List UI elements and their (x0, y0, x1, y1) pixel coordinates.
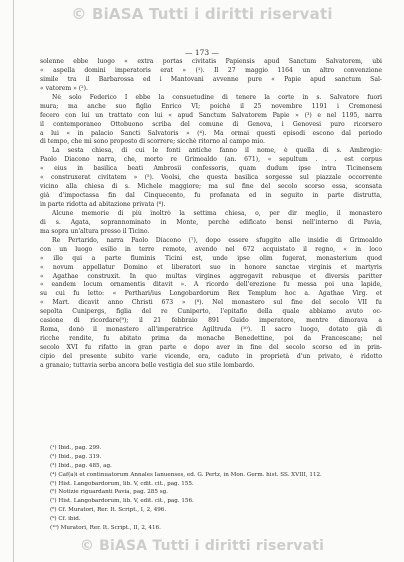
text-line: simile tra il Barbarossa ed i Mantovani avvenne pure « Papie apud sanctum Sal- (40, 75, 382, 83)
text-line: Alcune memorie di più inoltrò la settima chiesa, o, per dir meglio, il monastero (52, 209, 382, 217)
text-line: solenne ebbe luogo « extra portas civitatis Papiensis apud Sanctum Salvatorem, ubi (40, 58, 382, 65)
footnote: (⁶) Notizie riguardanti Pavia, pag. 285 sg. (50, 489, 168, 496)
text-line: La sesta chiesa, di cui le fonti antiche fanno il nome, è quella di s. Ambrogio: (52, 147, 382, 155)
text-line: mura; ma anche suo figlio Enrico VI; poichè il 25 novembre 1191 i Cremonesi (40, 102, 382, 110)
text-line: ricche rendite, fu abitato prima da monache Benedettine, poi da Francescane; nel (40, 335, 382, 343)
text-line: a lui « in palacio Sancti Salvatoris » (⁴). Ma ormai questi episodi escono dal periodo (40, 129, 382, 137)
footnote: (¹) Ibid., pag. 299. (50, 445, 102, 451)
footnote: (⁸) Cf. Muratori, Rer. It. Script., I, 2, 496. (50, 507, 167, 514)
text-line: « vatorem » (²). (40, 84, 88, 92)
text-line: « eius in basilica beati Ambrosii confessoris, quam dudum ipse intra Ticinensem (40, 165, 382, 173)
footnote: (⁷) Hist. Langobardorum, lib. V, edit. cit., pag. 156. (50, 498, 194, 505)
footnotes (50, 444, 380, 533)
page-number: — 173 — (184, 48, 220, 57)
text-line: il contemporaneo Ottobuono scriba del comune di Genova, i Genovesi puro ricorsero (40, 120, 382, 128)
text-line: Re Pertarido, narra Paolo Diacono (⁷), dopo essere sfuggito alle insidie di Grimoaldo (52, 236, 382, 244)
footnote: (⁴) Caf(a)i et continuatorum Annales Ianuenses, ed. G. Pertz, in Mon. Germ. hist. SS. XVIII, 112. (50, 471, 322, 478)
text-line: « Mart. dicavit anno Christi 673 » (⁸). Nel monastero sul fine del secolo VII fu (40, 299, 382, 307)
text-line: vicino alla chiesa di s. Michele maggiore; ma sul fine del secolo scorso essa, sconsata (40, 183, 382, 191)
text-line: sepolta Cunipergs, figlia del re Cuniperto, l'epitafio della quale abbiamo avuto oc- (40, 308, 382, 316)
text-line: di tempo, che mi sono proposto di scorrere; sicchè ritorno al campo mio. (40, 138, 265, 146)
text-line: Paolo Diacono narra, che, morto re Grimoaldo (an. 671), « sepultum . . . est corpus (40, 156, 382, 164)
text-line: secolo XVI fu rifatto in gran parte e dopo aver in fine del secolo scorso ed in prin- (40, 344, 382, 351)
text-line: « novum appellatur Domino et liberatori suo in honore sanctae virginis et martyris (40, 263, 382, 271)
text-line: « aspella domini imperatoris erat » (¹). Il 27 maggio 1164 un altro convenzione (40, 66, 382, 74)
text-line: ma sopra un'altura presso il Ticino. (40, 227, 150, 235)
text-line: in parte ridotta ad abitazione privata (⁶). (40, 201, 166, 208)
text-line: « illo qui a parte fluminis Ticini est, unde ipse olim fugerat, monasterium quod (40, 254, 382, 262)
text-line: di s. Agata, soprannominato in Monte, perchè edificato bensì nell'interno di Pavia, (40, 218, 382, 226)
watermark-top: © BiASA Tutti i diritti riservati (71, 5, 333, 23)
text-line: cipio del presente subito varie vicende, era, caduto in proprietà d'un privato, è ridotto (40, 352, 382, 360)
text-line: su cui fu letto: « Perthari/ius Longobardorum Rex Templum hoc a. Agathae Virg. et (40, 290, 382, 298)
footnote: (¹⁰) Muratori, Rer. It. Script., II, 2, 416. (50, 525, 161, 532)
text-line: Roma, donò il monastero all'imperatrice Agiltruda (¹⁰). Il sacro luogo, dotato già di (40, 326, 382, 334)
footnote: (²) Ibid., pag. 319. (50, 453, 102, 460)
footnote: (⁹) Cf. ibid. (50, 516, 81, 523)
body-text (40, 58, 382, 371)
text-line: casione di ricordare(⁹); il 21 febbraio 891 Guido imperatore, mentre dimorava a (40, 317, 382, 325)
text-line: a granaio; tuttavia serba ancora belle vestigia del suo stile lombardo. (40, 361, 255, 369)
text-line: « eandem locum ornamentis ditavit ». A ricordo dell'erezione fu messa poi una lapide, (40, 281, 382, 289)
text-line: « construxerat civitatem » (⁵). Voolsi, che questa basilica sorgesse sul piazzale occorrente (40, 174, 382, 182)
text-line: « Agathae construxit. In quo multas virgines aggregavit rebusque et diversis paritter (40, 272, 382, 280)
text-line: fecero con lui un trattato con lui « apud Sanctum Salvatorem Papie » (³) e nel 1195, narra (40, 111, 382, 119)
watermark-bottom: © BiASA Tutti i diritti riservati (79, 538, 325, 554)
footnote: (⁵) Hist. Langobardorum, lib. V, cdit. cit., pag. 155. (50, 480, 194, 487)
footnote: (³) Ibid., pag. 485, ag. (50, 462, 112, 469)
text-line: con un luogo esilio in terre remote, avendo nel 672 acquistato il regno, « in loco (40, 245, 382, 253)
text-line: Nè solo Federico I ebbe la consuetudine di tenere la corte in s. Salvatore fuori (52, 93, 382, 101)
page-edge-line (13, 0, 14, 562)
text-line: già d'impoctassa fin dal Cinquecento, fu profanata ed in seguito in parte distrutta, (40, 192, 382, 200)
